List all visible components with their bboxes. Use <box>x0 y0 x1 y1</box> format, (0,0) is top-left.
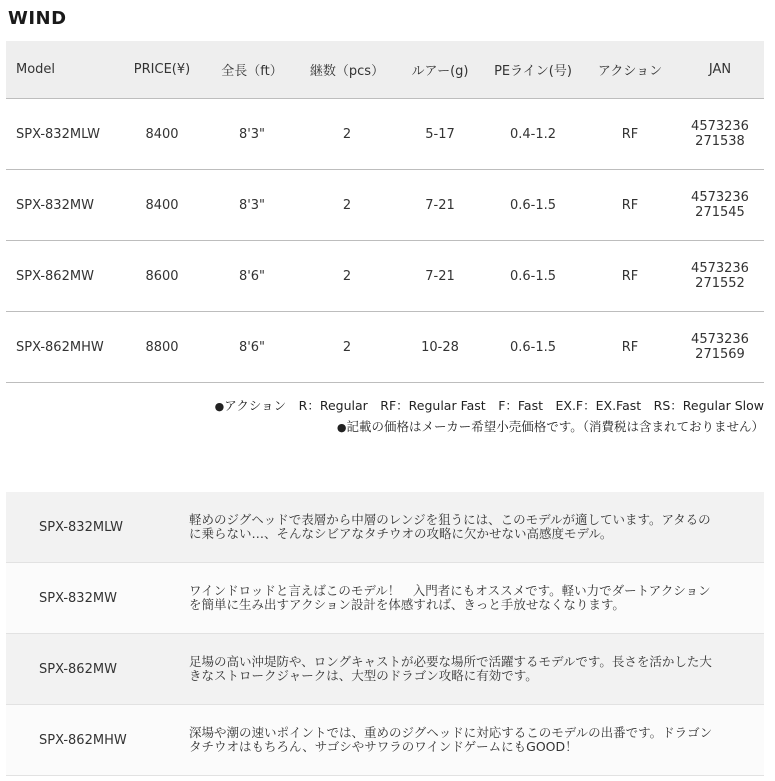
jan-part-2: 271569 <box>695 347 745 362</box>
header-pe-line: PEライン(号) <box>482 41 584 99</box>
action-legend-note <box>215 396 764 417</box>
cell-lure: 10-28 <box>398 312 482 383</box>
cell-length: 8'6" <box>208 312 296 383</box>
table-row <box>6 99 764 170</box>
cell-model: SPX-862MW <box>6 241 116 312</box>
table-row <box>6 170 764 241</box>
cell-price: 8400 <box>116 99 208 170</box>
cell-jan <box>676 241 764 312</box>
description-line: 足場の高い沖堤防や、ロングキャストが必要な場所で活躍するモデルです。長さを活かした大 <box>189 654 712 669</box>
spec-notes <box>215 396 764 438</box>
header-price: PRICE(¥) <box>116 41 208 99</box>
jan-part-1: 4573236 <box>691 261 749 276</box>
description-row <box>6 705 764 776</box>
header-lure: ルアー(g) <box>398 41 482 99</box>
description-model: SPX-832MW <box>39 590 117 606</box>
cell-pieces: 2 <box>296 170 398 241</box>
description-line: を簡単に生み出すアクション設計を体感すれば、きっと手放せなくなります。 <box>189 597 625 612</box>
cell-model: SPX-832MW <box>6 170 116 241</box>
cell-pe-line: 0.4-1.2 <box>482 99 584 170</box>
description-line: 軽めのジグヘッドで表層から中層のレンジを狙うには、このモデルが適しています。アタるの <box>189 512 711 527</box>
jan-part-2: 271552 <box>695 276 745 291</box>
cell-pieces: 2 <box>296 241 398 312</box>
spec-table <box>6 41 764 383</box>
model-description-table <box>6 492 764 776</box>
spec-table-header-row <box>6 41 764 99</box>
price-note-text: 記載の価格はメーカー希望小売価格です。（消費税は含まれておりません） <box>346 419 764 434</box>
cell-price: 8400 <box>116 170 208 241</box>
jan-part-1: 4573236 <box>691 332 749 347</box>
jan-part-2: 271545 <box>695 205 745 220</box>
cell-action: RF <box>584 170 676 241</box>
cell-lure: 7-21 <box>398 241 482 312</box>
price-note <box>215 417 764 438</box>
description-row <box>6 563 764 634</box>
description-text <box>184 513 764 541</box>
cell-model: SPX-832MLW <box>6 99 116 170</box>
cell-length: 8'3" <box>208 170 296 241</box>
cell-price: 8600 <box>116 241 208 312</box>
description-line: きなストロークジャークは、大型のドラゴン攻略に有効です。 <box>189 668 538 683</box>
description-model: SPX-862MHW <box>39 732 127 748</box>
description-line: ワインドロッドと言えばこのモデル！ 入門者にもオススメです。軽い力でダートアクション <box>189 583 711 598</box>
jan-part-2: 271538 <box>695 134 745 149</box>
cell-length: 8'3" <box>208 99 296 170</box>
cell-pe-line: 0.6-1.5 <box>482 312 584 383</box>
jan-part-1: 4573236 <box>691 119 749 134</box>
description-row <box>6 634 764 705</box>
description-line: に乗らない…、そんなシビアなタチウオの攻略に欠かせない高感度モデル。 <box>189 526 613 541</box>
cell-length: 8'6" <box>208 241 296 312</box>
cell-price: 8800 <box>116 312 208 383</box>
cell-action: RF <box>584 312 676 383</box>
header-length: 全長（ft） <box>208 41 296 99</box>
header-model: Model <box>6 41 116 99</box>
action-legend-text: アクション R：Regular RF：Regular Fast F：Fast EX.F：EX.Fast RS：Regular Slow <box>224 398 764 413</box>
table-row <box>6 312 764 383</box>
description-model: SPX-832MLW <box>39 519 123 535</box>
cell-model: SPX-862MHW <box>6 312 116 383</box>
cell-action: RF <box>584 99 676 170</box>
bullet-icon: ● <box>336 421 347 434</box>
cell-pieces: 2 <box>296 312 398 383</box>
table-row <box>6 241 764 312</box>
header-jan: JAN <box>676 41 764 99</box>
header-pieces: 継数（pcs） <box>296 41 398 99</box>
cell-jan <box>676 170 764 241</box>
description-text <box>184 726 764 754</box>
description-line: 深場や潮の速いポイントでは、重めのジグヘッドに対応するこのモデルの出番です。ドラゴン <box>189 725 713 740</box>
description-model: SPX-862MW <box>39 661 117 677</box>
description-text <box>184 584 764 612</box>
description-row <box>6 492 764 563</box>
cell-jan <box>676 99 764 170</box>
header-action: アクション <box>584 41 676 99</box>
page-title: WIND <box>8 8 67 29</box>
cell-pe-line: 0.6-1.5 <box>482 170 584 241</box>
jan-part-1: 4573236 <box>691 190 749 205</box>
cell-jan <box>676 312 764 383</box>
cell-pe-line: 0.6-1.5 <box>482 241 584 312</box>
description-line: タチウオはもちろん、サゴシやサワラのワインドゲームにもGOOD！ <box>189 739 578 754</box>
cell-lure: 7-21 <box>398 170 482 241</box>
description-text <box>184 655 764 683</box>
cell-lure: 5-17 <box>398 99 482 170</box>
cell-action: RF <box>584 241 676 312</box>
cell-pieces: 2 <box>296 99 398 170</box>
bullet-icon: ● <box>214 400 225 413</box>
